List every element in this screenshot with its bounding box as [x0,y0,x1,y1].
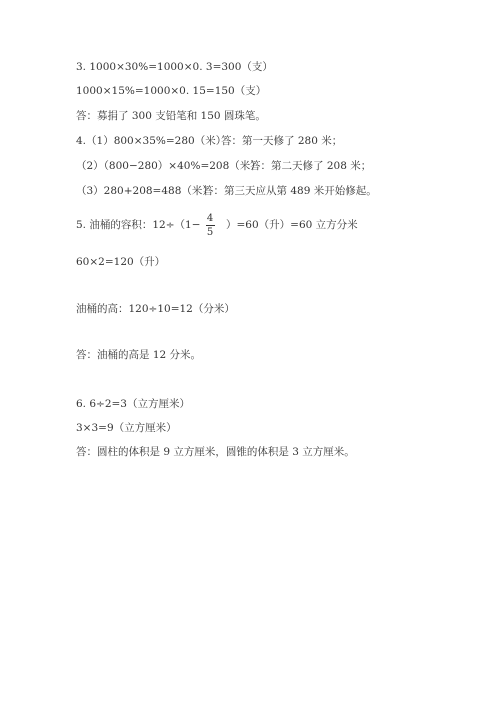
q5-step1-start: 5. 油桶的容积：12÷（1− [76,219,201,231]
q5-step1-end: ）=60（升）=60 立方分米 [226,219,358,231]
q4-step3-calc: （3）280+208=488（米） [76,185,213,197]
q5-fraction-denominator: 5 [206,227,214,238]
q4-step3-answer: 答：第三天应从第 489 米开始修起。 [203,185,377,197]
q6-answer: 答：圆柱的体积是 9 立方厘米，圆锥的体积是 3 立方厘米。 [76,446,355,458]
q3-step1: 3. 1000×30%=1000×0. 3=300（支） [76,61,273,73]
q3-answer: 答：募捐了 300 支铅笔和 150 圆珠笔。 [76,110,266,122]
fraction-bar [206,225,215,226]
q3-step2: 1000×15%=1000×0. 15=150（支） [76,85,267,97]
q6-step2: 3×3=9（立方厘米） [76,422,177,434]
q5-fraction [204,213,216,238]
q5-fraction-numerator: 4 [206,213,214,224]
q4-step1-answer: 答：第一天修了 280 米； [221,135,343,147]
q4-step2-calc: （2）（800−280）×40%=208（米） [76,160,261,172]
q5-step3: 油桶的高：120÷10=12（分米） [76,303,235,315]
q5-step2: 60×2=120（升） [76,256,166,268]
q4-step1-calc: 4.（1）800×35%=280（米） [76,135,227,147]
q5-answer: 答：油桶的高是 12 分米。 [76,349,202,361]
q4-step2-answer: 答：第二天修了 208 米； [250,160,372,172]
q6-step1: 6. 6÷2=3（立方厘米） [76,398,190,410]
